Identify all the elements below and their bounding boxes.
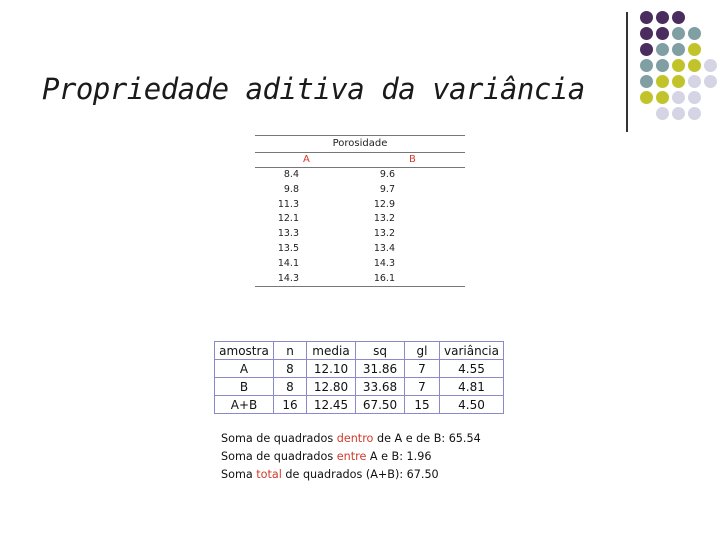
sum-of-squares-notes (221, 430, 481, 484)
note-keyword: dentro (336, 432, 374, 445)
cell-value: 12.9 (373, 198, 395, 210)
table-cell: 31.86 (356, 360, 405, 378)
table-cell: 15 (405, 396, 440, 414)
table-row (255, 183, 465, 198)
column-header-a: A (303, 154, 310, 165)
cell-value: 16.1 (373, 272, 395, 284)
cell-value: 14.1 (277, 257, 299, 269)
slide-title: Propriedade aditiva da variância (42, 72, 585, 106)
decor-dot (640, 59, 653, 72)
decor-dot (688, 91, 701, 104)
cell-value: 9.7 (379, 183, 395, 195)
table-row (255, 242, 465, 257)
cell-value: 13.2 (373, 213, 395, 225)
cell-a (255, 242, 365, 257)
column-header: amostra (215, 342, 274, 360)
cell-b (365, 257, 465, 272)
column-header: n (274, 342, 307, 360)
cell-b (365, 168, 465, 183)
table-row (255, 212, 465, 227)
decor-dot (640, 27, 653, 40)
table-row (215, 378, 504, 396)
table-rule (255, 286, 465, 287)
table-cell: B (215, 378, 274, 396)
table-body (255, 168, 465, 286)
cell-a (255, 272, 365, 287)
table-cell: 8 (274, 378, 307, 396)
table-cell: 16 (274, 396, 307, 414)
cell-value: 9.6 (379, 169, 395, 180)
note-text: Soma (221, 468, 257, 481)
table-row (215, 396, 504, 414)
cell-value: 14.3 (277, 272, 299, 284)
table-cell: 4.55 (440, 360, 504, 378)
column-header: sq (356, 342, 405, 360)
table-cell: 12.80 (307, 378, 356, 396)
decor-dot (656, 107, 669, 120)
cell-value: 13.2 (373, 228, 395, 240)
cell-value: 14.3 (373, 257, 395, 269)
cell-a (255, 257, 365, 272)
table-cell: 8 (274, 360, 307, 378)
decorative-dot-grid (633, 8, 720, 124)
decor-dot (672, 75, 685, 88)
table-cell: A+B (215, 396, 274, 414)
cell-a (255, 168, 365, 183)
column-header-b: B (409, 154, 416, 165)
note-keyword: total (256, 468, 282, 481)
cell-value: 8.4 (283, 169, 299, 180)
porosidade-table (255, 135, 465, 287)
cell-b (365, 242, 465, 257)
table-cell: 7 (405, 378, 440, 396)
decor-dot (672, 59, 685, 72)
note-text: Soma de quadrados (221, 432, 337, 445)
table-cell: 12.10 (307, 360, 356, 378)
decor-dot (656, 43, 669, 56)
cell-value: 13.4 (373, 242, 395, 254)
decor-dot (640, 11, 653, 24)
cell-value: 13.3 (277, 228, 299, 240)
cell-b (365, 183, 465, 198)
decor-dot (656, 27, 669, 40)
decor-dot (672, 91, 685, 104)
cell-a (255, 227, 365, 242)
decor-dot (672, 43, 685, 56)
note-text: Soma de quadrados (221, 450, 337, 463)
decor-dot (672, 27, 685, 40)
decor-dot (640, 75, 653, 88)
cell-a (255, 212, 365, 227)
note-text: de quadrados (A+B): 67.50 (281, 468, 439, 481)
table-caption: Porosidade (332, 138, 388, 149)
cell-a (255, 198, 365, 213)
decor-dot (656, 59, 669, 72)
cell-a (255, 183, 365, 198)
decor-dot (688, 27, 701, 40)
table-row (255, 272, 465, 287)
decor-dot (656, 11, 669, 24)
divider-line (626, 12, 628, 132)
cell-b (365, 227, 465, 242)
table-row (255, 168, 465, 183)
column-header: variância (440, 342, 504, 360)
table-cell: 7 (405, 360, 440, 378)
note-within (221, 430, 481, 448)
table-row (255, 227, 465, 242)
decor-dot (704, 75, 717, 88)
cell-b (365, 212, 465, 227)
column-header: media (307, 342, 356, 360)
table-cell: 67.50 (356, 396, 405, 414)
table-row (255, 257, 465, 272)
decor-dot (688, 59, 701, 72)
table-header-row (255, 153, 465, 167)
table-header-row (215, 342, 504, 360)
table-row (215, 360, 504, 378)
decor-dot (688, 107, 701, 120)
table-cell: 4.81 (440, 378, 504, 396)
note-total (221, 466, 481, 484)
note-text: de A e de B: 65.54 (373, 432, 481, 445)
cell-value: 9.8 (283, 183, 299, 195)
decor-dot (656, 91, 669, 104)
table-row (255, 198, 465, 213)
note-between (221, 448, 481, 466)
column-header: gl (405, 342, 440, 360)
decor-dot (640, 91, 653, 104)
note-keyword: entre (336, 450, 367, 463)
cell-value: 13.5 (277, 242, 299, 254)
table-cell: A (215, 360, 274, 378)
table-cell: 33.68 (356, 378, 405, 396)
decor-dot (704, 59, 717, 72)
decor-dot (688, 43, 701, 56)
stats-table (214, 341, 504, 414)
cell-b (365, 272, 465, 287)
decor-dot (656, 75, 669, 88)
cell-b (365, 198, 465, 213)
decor-dot (688, 75, 701, 88)
table-cell: 12.45 (307, 396, 356, 414)
cell-value: 11.3 (277, 198, 299, 210)
table-cell: 4.50 (440, 396, 504, 414)
cell-value: 12.1 (277, 213, 299, 225)
decor-dot (672, 11, 685, 24)
note-text: A e B: 1.96 (366, 450, 432, 463)
decor-dot (640, 43, 653, 56)
decor-dot (672, 107, 685, 120)
